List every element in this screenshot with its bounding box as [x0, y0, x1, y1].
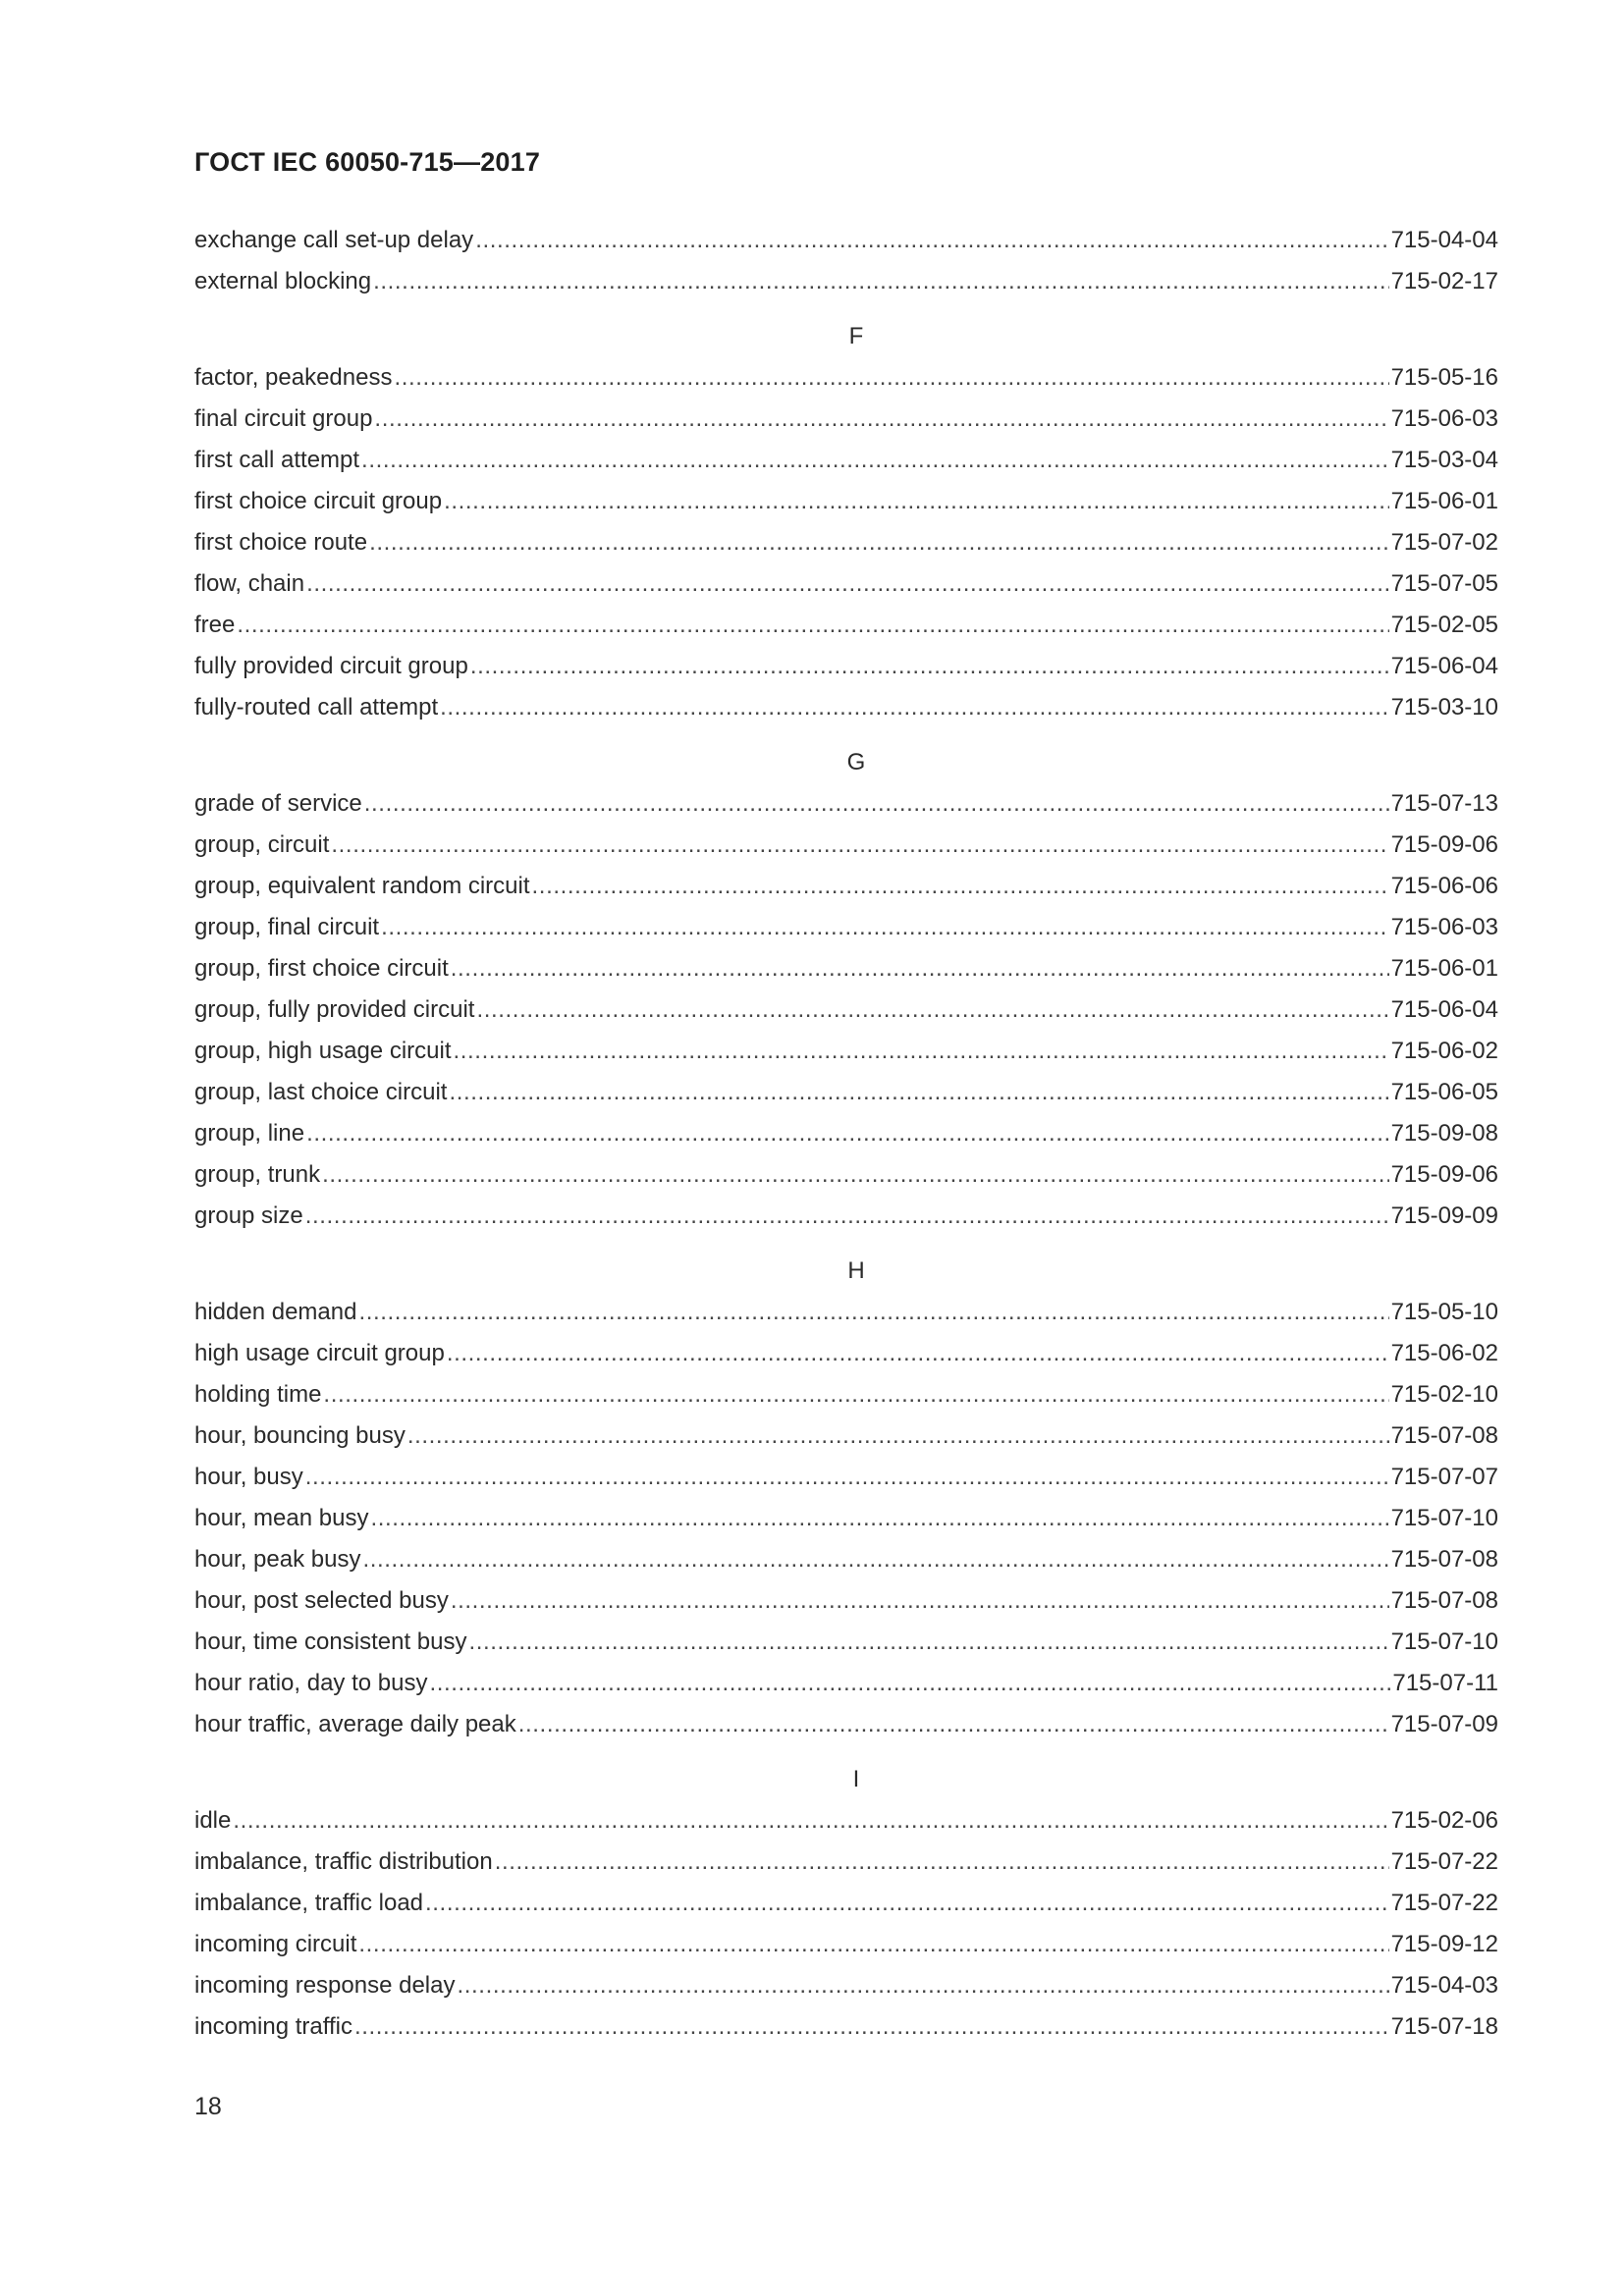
- index-entry: [194, 399, 1498, 440]
- entry-reference: 715-02-10: [1390, 1381, 1498, 1408]
- entry-reference: 715-06-05: [1390, 1079, 1498, 1105]
- entry-term: holding time: [194, 1381, 322, 1408]
- entry-reference: 715-05-10: [1390, 1299, 1498, 1325]
- dot-leader: [361, 440, 1389, 481]
- entry-term: hour, post selected busy: [194, 1587, 449, 1614]
- entry-term: first choice circuit group: [194, 488, 443, 514]
- index-entry: [194, 1580, 1498, 1622]
- dot-leader: [440, 687, 1388, 728]
- dot-leader: [532, 866, 1389, 907]
- index-entry: [194, 948, 1498, 989]
- section-letter: F: [848, 323, 864, 349]
- dot-leader: [369, 522, 1389, 563]
- index-entry: [194, 1842, 1498, 1883]
- entry-term: fully-routed call attempt: [194, 694, 439, 721]
- entry-reference: 715-07-08: [1390, 1587, 1498, 1614]
- entry-reference: 715-07-22: [1390, 1848, 1498, 1875]
- index-entry: [194, 1374, 1498, 1415]
- dot-leader: [374, 399, 1388, 440]
- entry-term: group, fully provided circuit: [194, 996, 475, 1023]
- entry-reference: 715-07-10: [1390, 1629, 1498, 1655]
- entry-term: incoming circuit: [194, 1931, 357, 1957]
- entry-reference: 715-06-02: [1390, 1340, 1498, 1366]
- index-entry: [194, 1622, 1498, 1663]
- entry-term: hour, busy: [194, 1464, 303, 1490]
- dot-leader: [358, 1924, 1388, 1965]
- index-entry: [194, 1883, 1498, 1924]
- index-section-intro: [194, 220, 1498, 302]
- index-section-h: [194, 1251, 1498, 1745]
- dot-leader: [495, 1842, 1389, 1883]
- entry-term: incoming response delay: [194, 1972, 456, 1999]
- entry-reference: 715-06-04: [1390, 996, 1498, 1023]
- entry-reference: 715-06-02: [1390, 1038, 1498, 1064]
- index-entry: [194, 2006, 1498, 2048]
- entry-reference: 715-07-07: [1390, 1464, 1498, 1490]
- dot-leader: [306, 1113, 1389, 1154]
- section-letter: H: [847, 1257, 865, 1284]
- index-section-i: [194, 1759, 1498, 2048]
- dot-leader: [425, 1883, 1389, 1924]
- entry-term: flow, chain: [194, 570, 305, 597]
- entry-term: hour traffic, average daily peak: [194, 1711, 516, 1737]
- entry-term: group, equivalent random circuit: [194, 873, 530, 899]
- index-entry: [194, 1457, 1498, 1498]
- entry-reference: 715-06-04: [1390, 653, 1498, 679]
- index-entry: [194, 261, 1498, 302]
- entry-reference: 715-03-04: [1390, 447, 1498, 473]
- entry-term: group, high usage circuit: [194, 1038, 452, 1064]
- dot-leader: [444, 481, 1388, 522]
- entry-reference: 715-09-06: [1390, 1161, 1498, 1188]
- index-entry: [194, 783, 1498, 825]
- entry-term: grade of service: [194, 790, 362, 817]
- entry-reference: 715-05-16: [1390, 364, 1498, 391]
- index-entry: [194, 481, 1498, 522]
- entry-term: hour ratio, day to busy: [194, 1670, 428, 1696]
- entry-reference: 715-07-08: [1390, 1546, 1498, 1573]
- entry-term: hour, peak busy: [194, 1546, 361, 1573]
- entry-reference: 715-07-02: [1390, 529, 1498, 556]
- entry-reference: 715-09-08: [1390, 1120, 1498, 1147]
- entry-term: group, last choice circuit: [194, 1079, 448, 1105]
- entry-term: group, trunk: [194, 1161, 321, 1188]
- entry-reference: 715-06-01: [1390, 955, 1498, 982]
- entry-reference: 715-02-06: [1390, 1807, 1498, 1834]
- index-entry: [194, 1704, 1498, 1745]
- entry-term: hour, time consistent busy: [194, 1629, 467, 1655]
- dot-leader: [454, 1031, 1389, 1072]
- dot-leader: [364, 783, 1389, 825]
- index-entry: [194, 1663, 1498, 1704]
- entry-term: factor, peakedness: [194, 364, 393, 391]
- section-letter: G: [846, 749, 866, 775]
- index-entry: [194, 357, 1498, 399]
- dot-leader: [305, 1457, 1389, 1498]
- entry-term: external blocking: [194, 268, 372, 294]
- index-entry: [194, 1333, 1498, 1374]
- entry-reference: 715-03-10: [1390, 694, 1498, 721]
- dot-leader: [475, 220, 1388, 261]
- dot-leader: [451, 1580, 1389, 1622]
- dot-leader: [322, 1154, 1389, 1196]
- entry-reference: 715-09-09: [1390, 1202, 1498, 1229]
- dot-leader: [373, 261, 1388, 302]
- index-entry: [194, 1196, 1498, 1237]
- entry-term: hour, mean busy: [194, 1505, 369, 1531]
- page-header-title: ГОСТ IEC 60050-715—2017: [194, 147, 541, 177]
- dot-leader: [354, 2006, 1389, 2048]
- dot-leader: [370, 1498, 1388, 1539]
- dot-leader: [458, 1965, 1389, 2006]
- index-entry: [194, 646, 1498, 687]
- entry-reference: 715-07-09: [1390, 1711, 1498, 1737]
- entry-term: exchange call set-up delay: [194, 227, 474, 253]
- entry-reference: 715-04-03: [1390, 1972, 1498, 1999]
- entry-reference: 715-06-03: [1390, 405, 1498, 432]
- index-entry: [194, 605, 1498, 646]
- entry-term: group, circuit: [194, 831, 330, 858]
- dot-leader: [447, 1333, 1389, 1374]
- dot-leader: [394, 357, 1388, 399]
- dot-leader: [429, 1663, 1390, 1704]
- entry-reference: 715-07-22: [1390, 1890, 1498, 1916]
- entry-term: group, first choice circuit: [194, 955, 449, 982]
- dot-leader: [468, 1622, 1388, 1663]
- entry-reference: 715-07-05: [1390, 570, 1498, 597]
- index-entry: [194, 1498, 1498, 1539]
- term-index: [194, 220, 1498, 2048]
- entry-term: free: [194, 612, 236, 638]
- dot-leader: [233, 1800, 1388, 1842]
- index-entry: [194, 220, 1498, 261]
- dot-leader: [358, 1292, 1388, 1333]
- entry-reference: 715-09-12: [1390, 1931, 1498, 1957]
- section-letter: I: [852, 1766, 860, 1792]
- dot-leader: [451, 948, 1389, 989]
- dot-leader: [407, 1415, 1389, 1457]
- entry-term: imbalance, traffic load: [194, 1890, 424, 1916]
- entry-reference: 715-02-17: [1390, 268, 1498, 294]
- dot-leader: [331, 825, 1388, 866]
- entry-reference: 715-09-06: [1390, 831, 1498, 858]
- entry-reference: 715-07-10: [1390, 1505, 1498, 1531]
- dot-leader: [362, 1539, 1388, 1580]
- entry-term: imbalance, traffic distribution: [194, 1848, 493, 1875]
- dot-leader: [518, 1704, 1389, 1745]
- index-entry: [194, 522, 1498, 563]
- entry-term: group, final circuit: [194, 914, 380, 940]
- entry-reference: 715-06-01: [1390, 488, 1498, 514]
- index-entry: [194, 1800, 1498, 1842]
- index-entry: [194, 563, 1498, 605]
- dot-leader: [237, 605, 1388, 646]
- entry-term: group size: [194, 1202, 303, 1229]
- dot-leader: [470, 646, 1389, 687]
- index-entry: [194, 1292, 1498, 1333]
- entry-reference: 715-07-08: [1390, 1422, 1498, 1449]
- index-entry: [194, 1539, 1498, 1580]
- entry-reference: 715-07-11: [1392, 1670, 1498, 1696]
- entry-term: incoming traffic: [194, 2013, 352, 2040]
- dot-leader: [323, 1374, 1388, 1415]
- dot-leader: [305, 1196, 1389, 1237]
- dot-leader: [381, 907, 1388, 948]
- page-number: 18: [194, 2093, 222, 2120]
- index-entry: [194, 1154, 1498, 1196]
- index-entry: [194, 1072, 1498, 1113]
- entry-reference: 715-06-03: [1390, 914, 1498, 940]
- index-entry: [194, 825, 1498, 866]
- index-entry: [194, 1924, 1498, 1965]
- entry-term: first choice route: [194, 529, 368, 556]
- entry-term: hidden demand: [194, 1299, 357, 1325]
- dot-leader: [306, 563, 1389, 605]
- index-entry: [194, 1031, 1498, 1072]
- entry-term: group, line: [194, 1120, 305, 1147]
- index-entry: [194, 687, 1498, 728]
- entry-reference: 715-04-04: [1390, 227, 1498, 253]
- index-entry: [194, 1113, 1498, 1154]
- dot-leader: [449, 1072, 1388, 1113]
- entry-term: first call attempt: [194, 447, 360, 473]
- index-entry: [194, 989, 1498, 1031]
- index-entry: [194, 907, 1498, 948]
- dot-leader: [476, 989, 1388, 1031]
- entry-term: high usage circuit group: [194, 1340, 445, 1366]
- entry-term: idle: [194, 1807, 232, 1834]
- entry-term: hour, bouncing busy: [194, 1422, 406, 1449]
- entry-term: fully provided circuit group: [194, 653, 468, 679]
- index-entry: [194, 1965, 1498, 2006]
- index-section-g: [194, 742, 1498, 1237]
- entry-reference: 715-02-05: [1390, 612, 1498, 638]
- entry-reference: 715-07-13: [1390, 790, 1498, 817]
- entry-reference: 715-06-06: [1390, 873, 1498, 899]
- index-section-f: [194, 316, 1498, 728]
- index-entry: [194, 1415, 1498, 1457]
- entry-term: final circuit group: [194, 405, 373, 432]
- entry-reference: 715-07-18: [1390, 2013, 1498, 2040]
- index-entry: [194, 866, 1498, 907]
- index-entry: [194, 440, 1498, 481]
